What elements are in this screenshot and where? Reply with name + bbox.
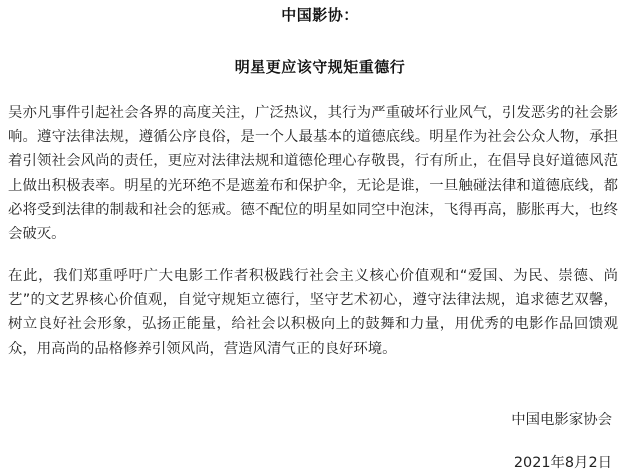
statement-headline: 明星更应该守规矩重德行 bbox=[234, 58, 406, 76]
paragraph-2: 在此，我们郑重呼吁广大电影工作者积极践行社会主义核心价值观和“爱国、为民、崇德、尚艺”的文艺界核心价值观，自觉守规矩立德行，坚守艺术初心，遵守法律法规，追求德艺双馨，树立良好社会形象，弘扬正能量，给社会以积极向上的鼓舞和力量，用优秀的电影作品回馈观众，用高尚的品格修养引领风尚，营造风清气正的良好环境。 bbox=[8, 268, 618, 357]
signature: 中国电影家协会 bbox=[511, 412, 612, 428]
statement-date: 2021年8月2日 bbox=[513, 455, 612, 471]
org-title: 中国影协： bbox=[281, 6, 359, 24]
paragraph-1: 吴亦凡事件引起社会各界的高度关注，广泛热议，其行为严重破坏行业风气，引发恶劣的社会影响。遵守法律法规，遵循公序良俗，是一个人最基本的道德底线。明星作为社会公众人物，承担着引领社会风尚的责任，更应对法律法规和道德伦理心存敬畏，行有所止，在倡导良好道德风范上做出积极表率。明星的光环绝不是遮羞布和保护伞，无论是谁，一旦触碰法律和道德底线，都必将受到法律的制裁和社会的惩戒。德不配位的明星如同空中泡沫，飞得再高，膨胀再大，也终会破灭。 bbox=[8, 105, 618, 243]
